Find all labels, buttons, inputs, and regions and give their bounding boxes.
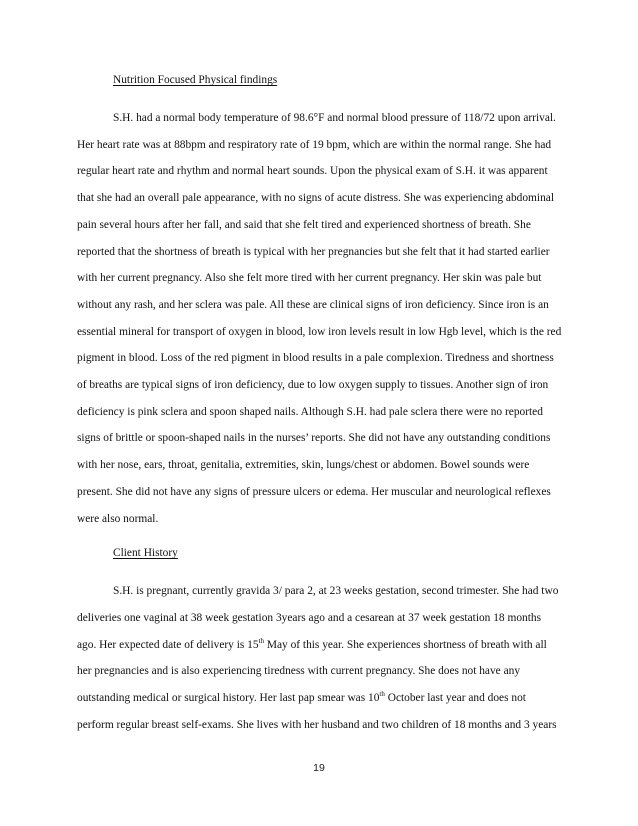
paragraph-line: that she had an overall pale appearance, with no signs of acute distress. She was experiencing abdominal: [77, 192, 554, 205]
paragraph-line: reported that the shortness of breath is typical with her pregnancies but she felt that it had started earlier: [77, 245, 550, 258]
paragraph-line: perform regular breast self-exams. She lives with her husband and two children of 18 months and 3 years: [77, 718, 557, 731]
line-text-after: May of this year. She experiences shortness of breath with all: [264, 638, 547, 651]
paragraph-line: of breaths are typical signs of iron deficiency, due to low oxygen supply to tissues. Another sign of iron: [77, 379, 549, 392]
paragraph-line: signs of brittle or spoon-shaped nails in the nurses’ reports. She did not have any outstanding conditions: [77, 432, 551, 445]
ordinal-suffix: th: [379, 690, 385, 699]
paragraph-line: deficiency is pink sclera and spoon shaped nails. Although S.H. had pale sclera there were no reported: [77, 405, 543, 418]
line-text-before: outstanding medical or surgical history. Her last pap smear was 10: [77, 692, 380, 705]
paragraph-line: pain several hours after her fall, and said that she felt tired and experienced shortness of breath. She: [77, 218, 531, 231]
paragraph-line: essential mineral for transport of oxygen in blood, low iron levels result in low Hgb level, which is the red: [77, 325, 562, 338]
paragraph-line: her pregnancies and is also experiencing tiredness with current pregnancy. She does not have any: [77, 665, 521, 678]
page-content: [77, 70, 570, 738]
paragraph-line: with her nose, ears, throat, genitalia, extremities, skin, lungs/chest or abdomen. Bowel sounds were: [77, 459, 530, 472]
ordinal-suffix: th: [258, 636, 264, 645]
line-text-after: October last year and does not: [384, 692, 526, 705]
paragraph-line: S.H. is pregnant, currently gravida 3/ para 2, at 23 weeks gestation, second trimester. She had two: [113, 585, 559, 598]
paragraph-line: present. She did not have any signs of pressure ulcers or edema. Her muscular and neurological reflexes: [77, 485, 551, 498]
line-text-before: ago. Her expected date of delivery is 15: [77, 638, 259, 651]
section-heading-nutrition-findings: Nutrition Focused Physical findings: [113, 74, 278, 86]
paragraph-line: Her heart rate was at 88bpm and respiratory rate of 19 bpm, which are within the normal range. She had: [77, 138, 552, 151]
paragraph-line: without any rash, and her sclera was pale. All these are clinical signs of iron deficiency. Since iron is an: [77, 298, 549, 311]
paragraph-line: S.H. had a normal body temperature of 98.6°F and normal blood pressure of 118/72 upon arrival.: [113, 112, 556, 124]
section-heading-client-history: Client History: [113, 547, 178, 560]
paragraph-line: pigment in blood. Loss of the red pigment in blood results in a pale complexion. Tiredness and shortness: [77, 352, 554, 365]
paragraph-line: were also normal.: [77, 512, 159, 525]
paragraph-nutrition-findings: [77, 105, 570, 532]
paragraph-line: deliveries one vaginal at 38 week gestation 3years ago and a cesarean at 37 week gestation 18 months: [77, 611, 542, 624]
page-number: 19: [313, 762, 325, 774]
paragraph-line: [77, 685, 570, 712]
paragraph-line: with her current pregnancy. Also she felt more tired with her current pregnancy. Her skin was pale but: [77, 272, 542, 285]
paragraph-line: [77, 632, 570, 659]
paragraph-line: regular heart rate and rhythm and normal heart sounds. Upon the physical exam of S.H. it was apparent: [77, 165, 548, 178]
paragraph-client-history: [77, 578, 570, 738]
